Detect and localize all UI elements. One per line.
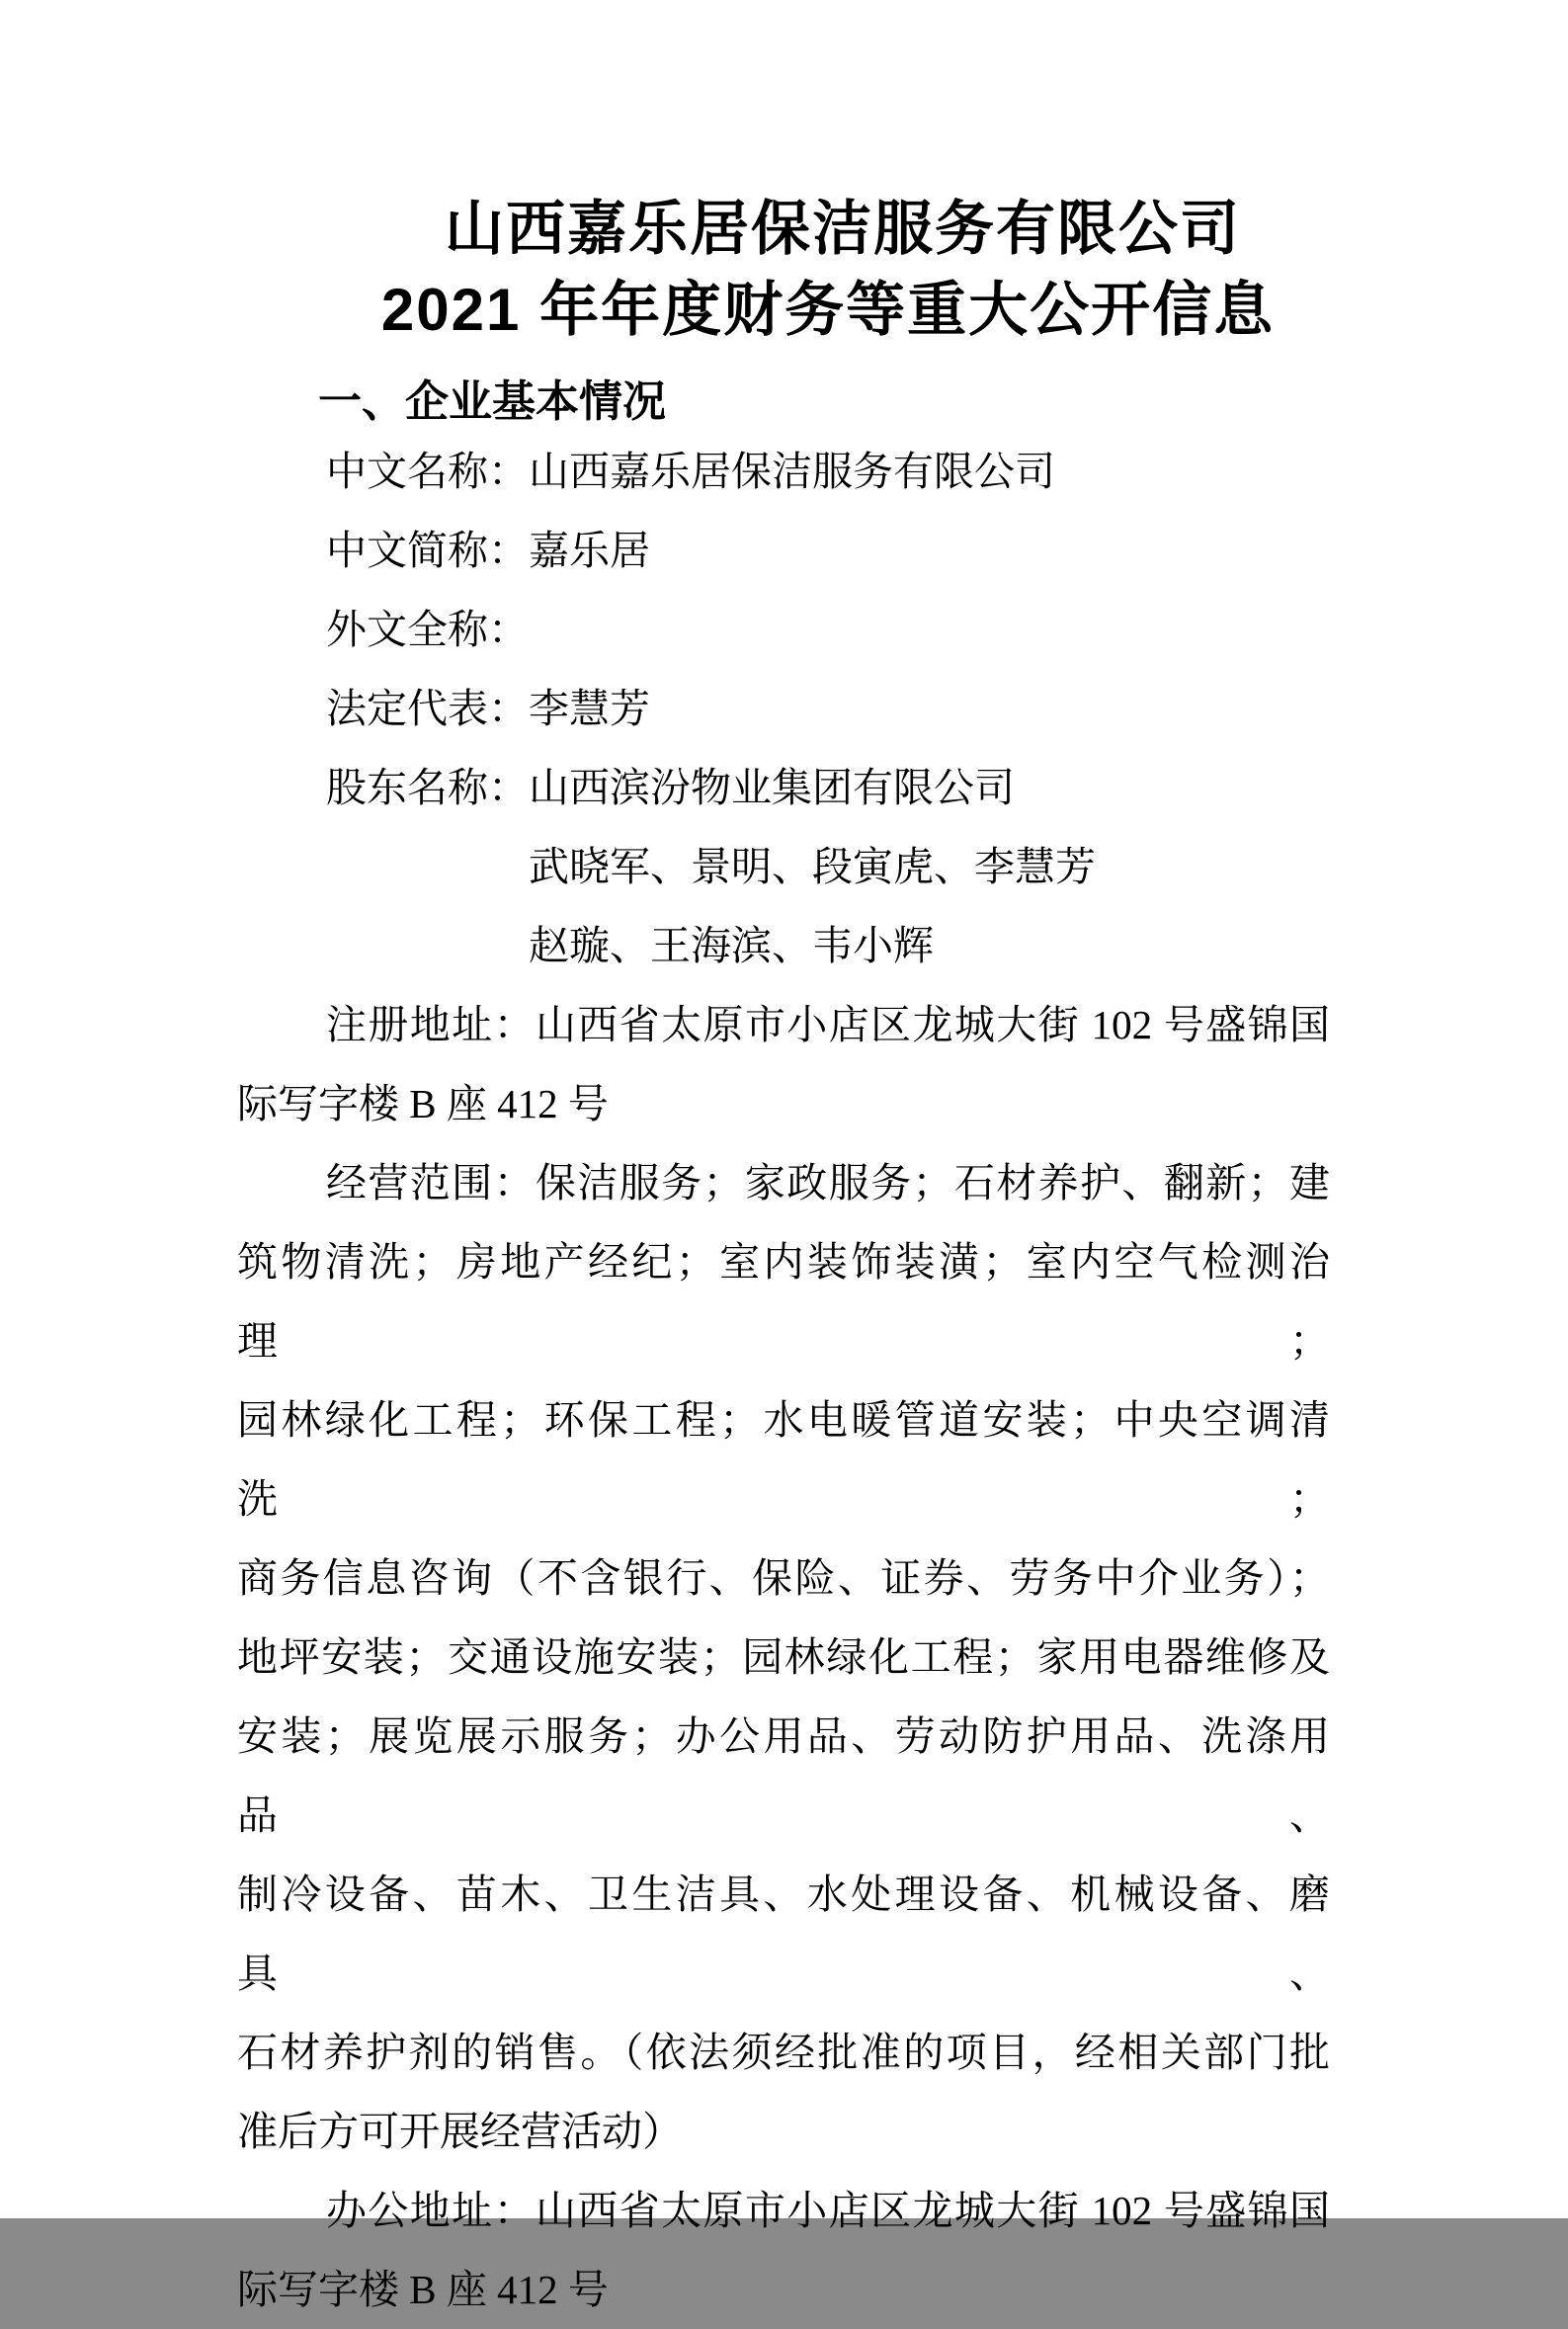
line-business-scope-6: 安装；展览展示服务；办公用品、劳动防护用品、洗涤用品、 <box>237 1713 1330 1838</box>
line-shareholders-cont-2: 赵璇、王海滨、韦小辉 <box>529 923 934 968</box>
document-title-line-1: 山西嘉乐居保洁服务有限公司 <box>445 196 1241 262</box>
line-business-scope-7: 制冷设备、苗木、卫生洁具、水处理设备、机械设备、磨具、 <box>237 1872 1330 1996</box>
line-legal-representative: 法定代表：李慧芳 <box>326 686 650 731</box>
line-business-scope-1: 经营范围：保洁服务；家政服务；石材养护、翻新；建 <box>326 1160 1330 1206</box>
line-chinese-name: 中文名称：山西嘉乐居保洁服务有限公司 <box>326 449 1055 494</box>
line-office-address: 办公地址：山西省太原市小店区龙城大街 102 号盛锦国 <box>326 2188 1330 2233</box>
line-business-scope-5: 地坪安装；交通设施安装；园林绿化工程；家用电器维修及 <box>237 1634 1330 1680</box>
section-heading-basic-info: 一、企业基本情况 <box>318 377 666 426</box>
line-business-scope-9: 准后方可开展经营活动） <box>237 2109 683 2154</box>
basic-info-section <box>237 432 1330 2329</box>
line-foreign-name: 外文全称： <box>326 607 529 652</box>
line-shareholders: 股东名称：山西滨汾物业集团有限公司 <box>326 765 1015 810</box>
line-registered-address: 注册地址：山西省太原市小店区龙城大街 102 号盛锦国 <box>326 1002 1330 1047</box>
line-shareholders-cont-1: 武晓军、景明、段寅虎、李慧芳 <box>529 844 1096 889</box>
line-business-scope-4: 商务信息咨询（不含银行、保险、证券、劳务中介业务）； <box>237 1555 1330 1601</box>
line-office-address-cont: 际写字楼 B 座 412 号 <box>237 2267 609 2312</box>
line-chinese-short-name: 中文简称：嘉乐居 <box>326 528 650 573</box>
line-business-scope-2: 筑物清洗；房地产经纪；室内装饰装潢；室内空气检测治理； <box>237 1239 1330 1364</box>
line-business-scope-3: 园林绿化工程；环保工程；水电暖管道安装；中央空调清洗； <box>237 1397 1330 1522</box>
line-business-scope-8: 石材养护剂的销售。（依法须经批准的项目，经相关部门批 <box>237 2030 1330 2075</box>
document-body <box>237 189 1330 2329</box>
line-registered-address-cont: 际写字楼 B 座 412 号 <box>237 1081 609 1126</box>
document-title-line-2: 2021 年年度财务等重大公开信息 <box>380 277 1276 343</box>
